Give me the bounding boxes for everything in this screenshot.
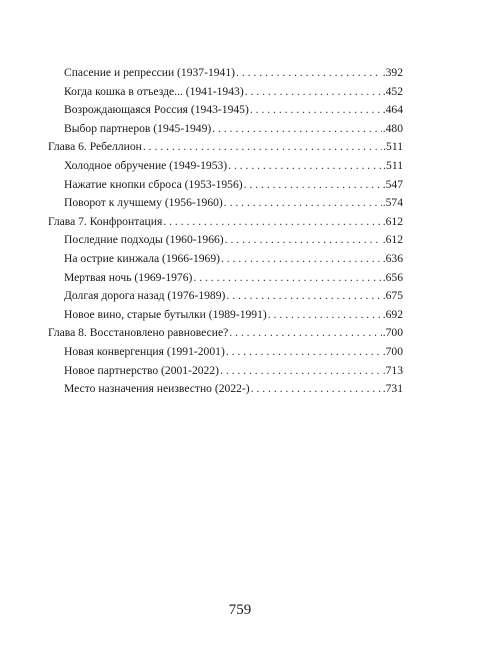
dot-leader bbox=[226, 343, 382, 362]
toc-chapter bbox=[48, 138, 403, 157]
page-number: 759 bbox=[228, 602, 252, 618]
dot-leader bbox=[245, 83, 382, 102]
dot-leader bbox=[221, 250, 382, 269]
toc-entry bbox=[48, 101, 403, 120]
toc-entry bbox=[48, 176, 403, 195]
table-of-contents bbox=[48, 64, 403, 399]
toc-entry-title: Новое партнерство (2001-2022) bbox=[64, 363, 220, 377]
toc-chapter-title: Глава 7. Конфронтация bbox=[48, 214, 163, 228]
toc-entry-page: .464 bbox=[382, 103, 403, 117]
toc-entry-title: Выбор партнеров (1945-1949) bbox=[64, 121, 212, 135]
toc-entry-title: На острие кинжала (1966-1969) bbox=[64, 251, 220, 265]
dot-leader bbox=[236, 64, 382, 83]
toc-entry-title: Возрождающаяся Россия (1943-1945) bbox=[64, 103, 249, 117]
toc-entry-title: Место назначения неизвестно (2022-) bbox=[64, 382, 250, 396]
toc-entry bbox=[48, 269, 403, 288]
toc-chapter bbox=[48, 324, 403, 343]
dot-leader bbox=[212, 120, 381, 139]
toc-entry bbox=[48, 157, 403, 176]
toc-entry-title: Спасение и репрессии (1937-1941) bbox=[64, 66, 236, 79]
dot-leader bbox=[244, 176, 382, 195]
toc-entry-title: Холодное обручение (1949-1953) bbox=[64, 158, 228, 172]
toc-entry-title: Новое вино, старые бутылки (1989-1991) bbox=[64, 307, 267, 321]
toc-entry-page: .480 bbox=[382, 121, 403, 135]
toc-entry bbox=[48, 306, 403, 325]
toc-chapter-title: Глава 8. Восстановлено равновесие? bbox=[48, 326, 229, 340]
toc-entry-page: .700 bbox=[382, 344, 403, 358]
toc-entry-page: .656 bbox=[382, 270, 403, 284]
dot-leader bbox=[143, 138, 382, 157]
dot-leader bbox=[193, 269, 381, 288]
toc-entry-title: Долгая дорога назад (1976-1989) bbox=[64, 289, 226, 303]
dot-leader bbox=[268, 306, 382, 325]
toc-entry-title: Новая конвергенция (1991-2001) bbox=[64, 344, 225, 358]
toc-entry-title: Мертвая ночь (1969-1976) bbox=[64, 270, 193, 284]
toc-chapter-page: .511 bbox=[383, 140, 403, 154]
toc-entry bbox=[48, 380, 403, 399]
dot-leader bbox=[226, 287, 381, 306]
toc-entry-page: .692 bbox=[382, 307, 403, 321]
toc-entry-page: .636 bbox=[382, 251, 403, 265]
toc-chapter-page: .612 bbox=[382, 214, 403, 228]
dot-leader bbox=[228, 157, 382, 176]
dot-leader bbox=[250, 101, 382, 120]
toc-entry-title: Нажатие кнопки сброса (1953-1956) bbox=[64, 177, 243, 191]
toc-entry-page: .731 bbox=[382, 382, 403, 396]
toc-entry bbox=[48, 250, 403, 269]
dot-leader bbox=[251, 380, 382, 399]
toc-entry bbox=[48, 64, 403, 83]
toc-entry bbox=[48, 287, 403, 306]
toc-entry bbox=[48, 194, 403, 213]
toc-chapter-title: Глава 6. Ребеллион bbox=[48, 140, 142, 154]
toc-entry bbox=[48, 83, 403, 102]
toc-entry-title: Когда кошка в отъезде... (1941-1943) bbox=[64, 84, 244, 98]
toc-entry-page: .574 bbox=[382, 196, 403, 210]
toc-entry-page: .392 bbox=[382, 66, 403, 79]
toc-entry-page: .713 bbox=[382, 363, 403, 377]
toc-entry bbox=[48, 231, 403, 250]
dot-leader bbox=[225, 231, 382, 250]
toc-chapter bbox=[48, 213, 403, 232]
toc-entry-title: Поворот к лучшему (1956-1960) bbox=[64, 196, 223, 210]
dot-leader bbox=[163, 213, 381, 232]
toc-entry bbox=[48, 343, 403, 362]
dot-leader bbox=[224, 194, 382, 213]
toc-entry-page: .511 bbox=[383, 158, 403, 172]
toc-entry-page: .452 bbox=[382, 84, 403, 98]
toc-entry bbox=[48, 120, 403, 139]
dot-leader bbox=[220, 362, 382, 381]
toc-entry-page: .612 bbox=[382, 233, 403, 247]
toc-entry-page: .675 bbox=[382, 289, 403, 303]
toc-entry-page: .547 bbox=[382, 177, 403, 191]
toc-entry bbox=[48, 362, 403, 381]
dot-leader bbox=[229, 324, 381, 343]
toc-entry-title: Последние подходы (1960-1966) bbox=[64, 233, 224, 247]
toc-chapter-page: .700 bbox=[382, 326, 403, 340]
